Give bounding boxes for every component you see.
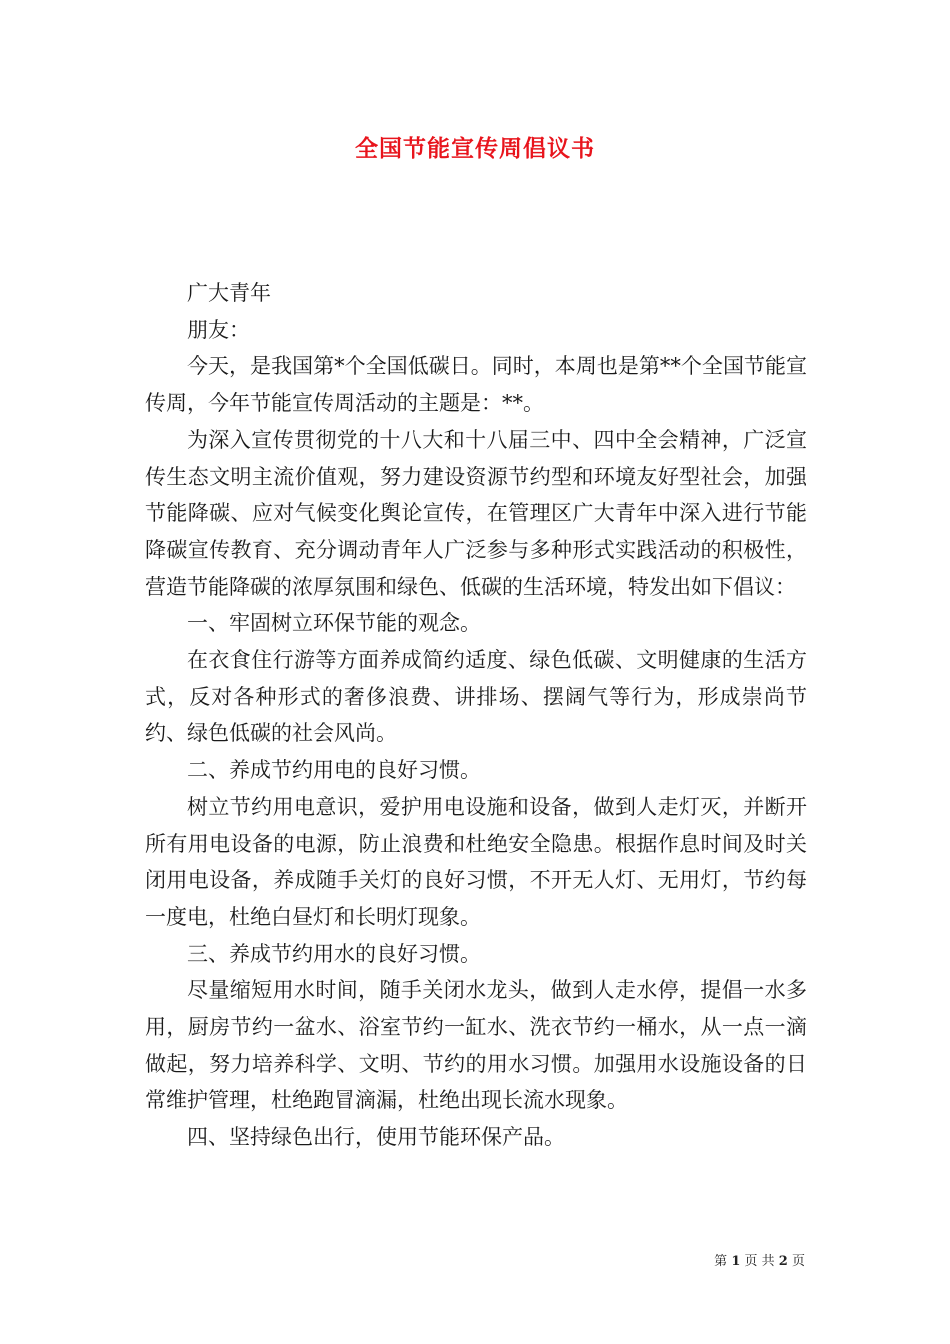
footer-middle: 页 共 [744,1254,775,1269]
document-body [145,275,807,1156]
footer-suffix: 页 [791,1254,805,1269]
paragraph-section-1: 在衣食住行游等方面养成简约适度、绿色低碳、文明健康的生活方式，反对各种形式的奢侈浪费、讲排场、摆阔气等行为，形成崇尚节约、绿色低碳的社会风尚。 [145,648,807,746]
salutation-line-2: 朋友： [187,317,250,342]
footer-prefix: 第 [714,1254,728,1269]
section-heading-2: 二、养成节约用电的良好习惯。 [187,758,481,783]
page-title: 全国节能宣传周倡议书 [355,135,595,162]
paragraph-purpose: 为深入宣传贯彻党的十八大和十八届三中、四中全会精神，广泛宣传生态文明主流价值观，努力建设资源节约型和环境友好型社会，加强节能降碳、应对气候变化舆论宣传，在管理区广大青年中深入进行节能降碳宣传教育、充分调动青年人广泛参与多种形式实践活动的积极性，营造节能降碳的浓厚氛围和绿色、低碳的生活环境，特发出如下倡议： [145,427,807,599]
paragraph-section-3: 尽量缩短用水时间，随手关闭水龙头，做到人走水停，提倡一水多用，厨房节约一盆水、浴室节约一缸水、洗衣节约一桶水，从一点一滴做起，努力培养科学、文明、节约的用水习惯。加强用水设施设备的日常维护管理，杜绝跑冒滴漏，杜绝出现长流水现象。 [145,978,807,1113]
section-heading-3: 三、养成节约用水的良好习惯。 [187,941,481,966]
section-heading-4: 四、坚持绿色出行，使用节能环保产品。 [187,1125,565,1150]
salutation-line-1: 广大青年 [187,281,271,305]
paragraph-section-2: 树立节约用电意识，爱护用电设施和设备，做到人走灯灭，并断开所有用电设备的电源，防止浪费和杜绝安全隐患。根据作息时间及时关闭用电设备，养成随手关灯的良好习惯，不开无人灯、无用灯，节约每一度电，杜绝白昼灯和长明灯现象。 [145,794,807,929]
page-footer [714,1250,805,1269]
current-page-number: 1 [731,1254,741,1269]
total-page-number: 2 [778,1254,788,1269]
paragraph-intro: 今天，是我国第*个全国低碳日。同时，本周也是第**个全国节能宣传周，今年节能宣传周活动的主题是：**。 [145,354,807,416]
section-heading-1: 一、牢固树立环保节能的观念。 [187,611,481,636]
